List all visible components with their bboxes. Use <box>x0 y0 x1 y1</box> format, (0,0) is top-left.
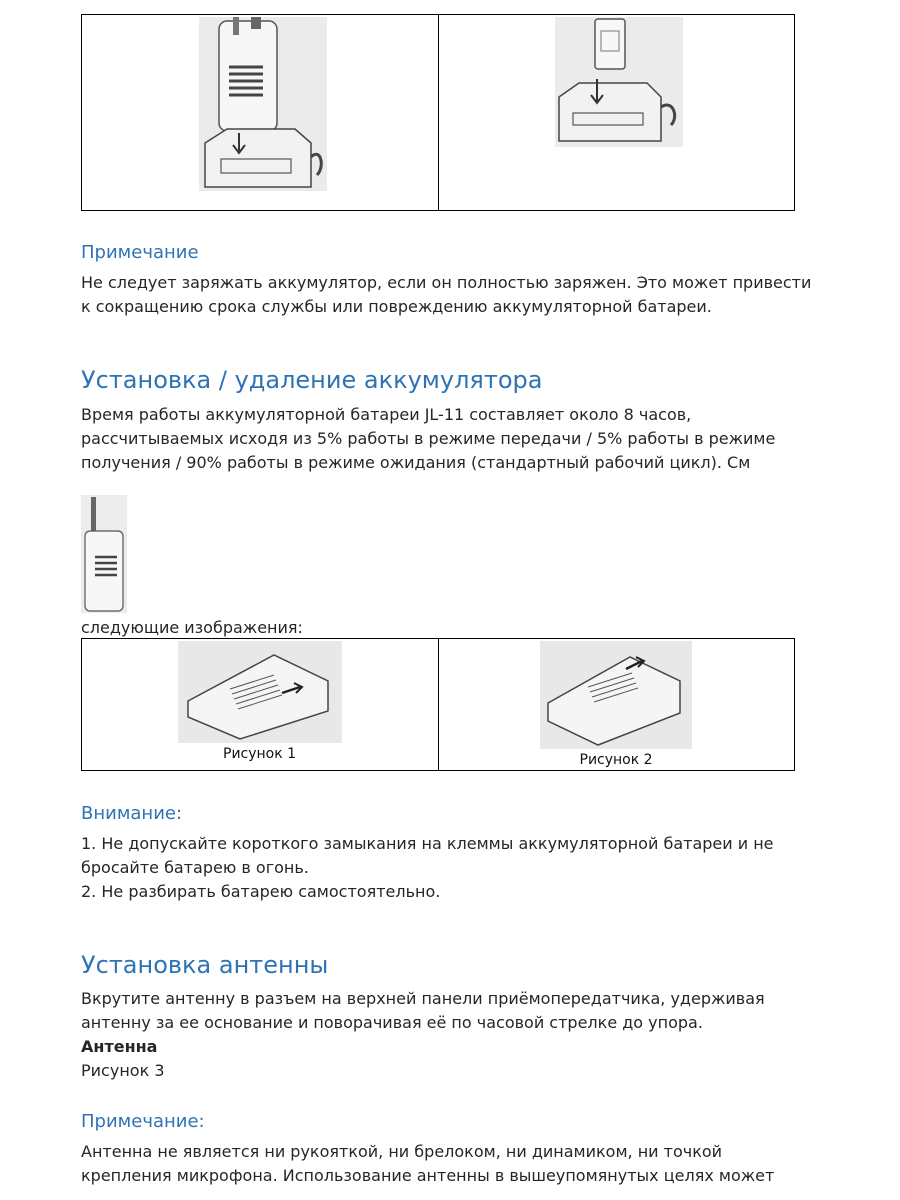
battery-figure-table <box>81 638 795 771</box>
antenna-note-line-2: крепления микрофона. Использование антенны в вышеупомянутых целях может <box>81 1166 775 1185</box>
charging-note-line-2: к сокращению срока службы или повреждению аккумуляторной батареи. <box>81 297 712 316</box>
antenna-text-line-2: антенну за ее основание и поворачивая её по часовой стрелке до упора. <box>81 1013 703 1032</box>
charger-with-battery-cell <box>438 15 795 211</box>
charger-figure-table <box>81 14 795 211</box>
figure-1-cell <box>82 639 439 771</box>
radio-small-illustration <box>81 495 127 613</box>
battery-in-charger-illustration <box>555 17 683 147</box>
battery-removal-figure-2 <box>540 641 692 749</box>
antenna-figure-label: Рисунок 3 <box>81 1061 165 1080</box>
antenna-note-title: Примечание: <box>81 1111 205 1132</box>
battery-section-title: Установка / удаление аккумулятора <box>81 366 543 394</box>
battery-text-line-2: рассчитываемых исходя из 5% работы в режиме передачи / 5% работы в режиме <box>81 429 776 448</box>
charger-with-radio-cell <box>82 15 439 211</box>
battery-removal-figure-1 <box>178 641 342 743</box>
figure-2-cell <box>438 639 795 771</box>
radio-in-charger-illustration <box>199 17 327 191</box>
charging-note-line-1: Не следует заряжать аккумулятор, если он полностью заряжен. Это может привести <box>81 273 812 292</box>
figure-2-caption: Рисунок 2 <box>579 752 653 768</box>
antenna-bold-label: Антенна <box>81 1037 158 1056</box>
warning-line-1: 1. Не допускайте короткого замыкания на клеммы аккумуляторной батареи и не <box>81 834 774 853</box>
warning-title: Внимание: <box>81 803 183 824</box>
antenna-section-title: Установка антенны <box>81 951 329 979</box>
warning-line-2: бросайте батарею в огонь. <box>81 858 309 877</box>
figure-1-caption: Рисунок 1 <box>223 746 297 762</box>
battery-text-line-1: Время работы аккумуляторной батареи JL-11 составляет около 8 часов, <box>81 405 692 424</box>
antenna-note-line-1: Антенна не является ни рукояткой, ни брелоком, ни динамиком, ни точкой <box>81 1142 723 1161</box>
antenna-text-line-1: Вкрутите антенну в разъем на верхней панели приёмопередатчика, удерживая <box>81 989 765 1008</box>
battery-text-line-3: получения / 90% работы в режиме ожидания (стандартный рабочий цикл). См <box>81 453 751 472</box>
see-images-text: следующие изображения: <box>81 618 303 637</box>
warning-line-3: 2. Не разбирать батарею самостоятельно. <box>81 882 441 901</box>
charging-note-title: Примечание <box>81 242 199 263</box>
